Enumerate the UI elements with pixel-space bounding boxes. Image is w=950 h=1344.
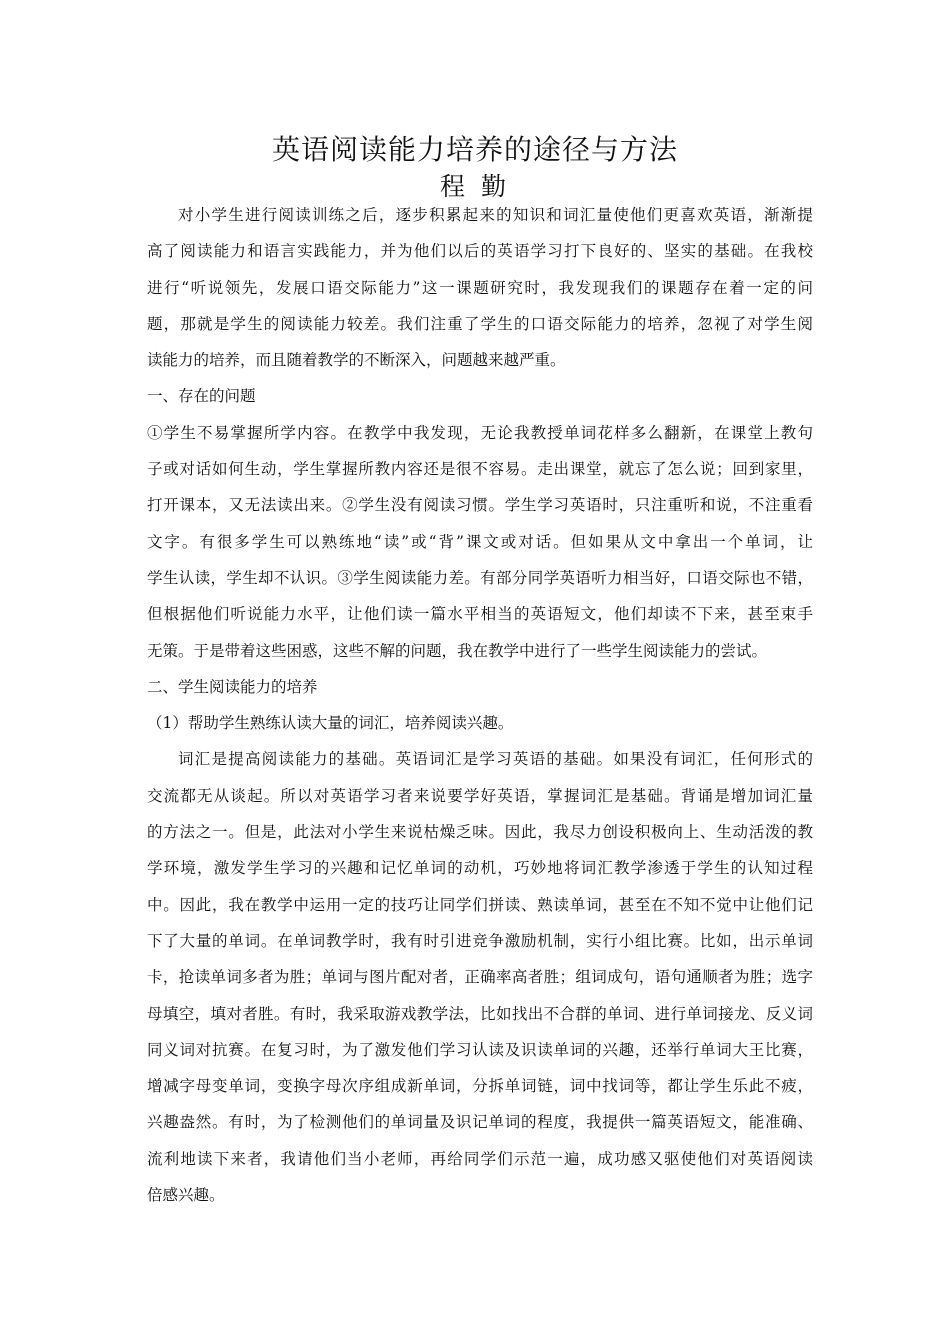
text-line: 增减字母变单词，变换字母次序组成新单词，分拆单词链，词中找词等，都让学生乐此不疲， <box>147 1077 813 1096</box>
text-line: 一、存在的问题 <box>147 387 256 406</box>
text-line: 母填空，填对者胜。有时，我采取游戏教学法，比如找出不合群的单词、进行单词接龙、反义词 <box>147 1004 813 1023</box>
text-line: 读能力的培养，而且随着教学的不断深入，问题越来越严重。 <box>147 351 566 370</box>
text-line: 高了阅读能力和语言实践能力，并为他们以后的英语学习打下良好的、坚实的基础。在我校 <box>147 242 813 261</box>
text-line: ①学生不易掌握所学内容。在教学中我发现，无论我教授单词花样多么翻新，在课堂上教句 <box>147 423 813 442</box>
text-line: 学生认读，学生却不认识。③学生阅读能力差。有部分同学英语听力相当好，口语交际也不错， <box>147 568 813 587</box>
text-line: 卡，抢读单词多者为胜；单词与图片配对者，正确率高者胜；组词成句，语句通顺者为胜；选字 <box>147 968 813 987</box>
text-line: 中。因此，我在教学中运用一定的技巧让同学们拼读、熟读单词，甚至在不知不觉中让他们记 <box>147 895 813 914</box>
text-line: 流利地读下来者，我请他们当小老师，再给同学们示范一遍，成功感又驱使他们对英语阅读 <box>147 1149 813 1168</box>
document-author: 程 勤 <box>440 172 510 201</box>
text-line: 对小学生进行阅读训练之后，逐步积累起来的知识和词汇量使他们更喜欢英语，渐渐提 <box>178 206 813 224</box>
text-line: 的方法之一。但是，此法对小学生来说枯燥乏味。因此，我尽力创设积极向上、生动活泼的教 <box>147 823 813 842</box>
document-title: 英语阅读能力培养的途径与方法 <box>271 133 678 166</box>
text-line: 打开课本，又无法读出来。②学生没有阅读习惯。学生学习英语时，只注重听和说，不注重看 <box>147 496 813 515</box>
text-line: （1）帮助学生熟练认读大量的词汇，培养阅读兴趣。 <box>147 714 514 733</box>
text-line: 进行“听说领先，发展口语交际能力”这一课题研究时，我发现我们的课题存在着一定的问 <box>147 278 813 297</box>
text-line: 词汇是提高阅读能力的基础。英语词汇是学习英语的基础。如果没有词汇，任何形式的 <box>178 750 813 769</box>
text-line: 题，那就是学生的阅读能力较差。我们注重了学生的口语交际能力的培养，忽视了对学生阅 <box>147 314 813 333</box>
text-line: 二、学生阅读能力的培养 <box>147 677 318 696</box>
text-line: 兴趣盎然。有时，为了检测他们的单词量及识记单词的程度，我提供一篇英语短文，能准确、 <box>147 1113 813 1132</box>
text-line: 文字。有很多学生可以熟练地“读”或“背”课文或对话。但如果从文中拿出一个单词，让 <box>147 532 813 551</box>
text-line: 但根据他们听说能力水平，让他们读一篇水平相当的英语短文，他们却读不下来，甚至束手 <box>147 605 813 624</box>
text-line: 下了大量的单词。在单词教学时，我有时引进竞争激励机制，实行小组比赛。比如，出示单词 <box>147 931 813 950</box>
text-line: 学环境，激发学生学习的兴趣和记忆单词的动机，巧妙地将词汇教学渗透于学生的认知过程 <box>147 859 813 878</box>
text-line: 子或对话如何生动，学生掌握所教内容还是很不容易。走出课堂，就忘了怎么说；回到家里， <box>147 460 813 479</box>
text-line: 无策。于是带着这些困惑，这些不解的问题，我在教学中进行了一些学生阅读能力的尝试。 <box>147 641 768 660</box>
text-line: 同义词对抗赛。在复习时，为了激发他们学习认读及识读单词的兴趣，还举行单词大王比赛， <box>147 1040 813 1059</box>
document-body <box>147 203 813 1219</box>
text-line: 倍感兴趣。 <box>147 1186 225 1205</box>
text-line: 交流都无从谈起。所以对英语学习者来说要学好英语，掌握词汇是基础。背诵是增加词汇量 <box>147 786 813 805</box>
